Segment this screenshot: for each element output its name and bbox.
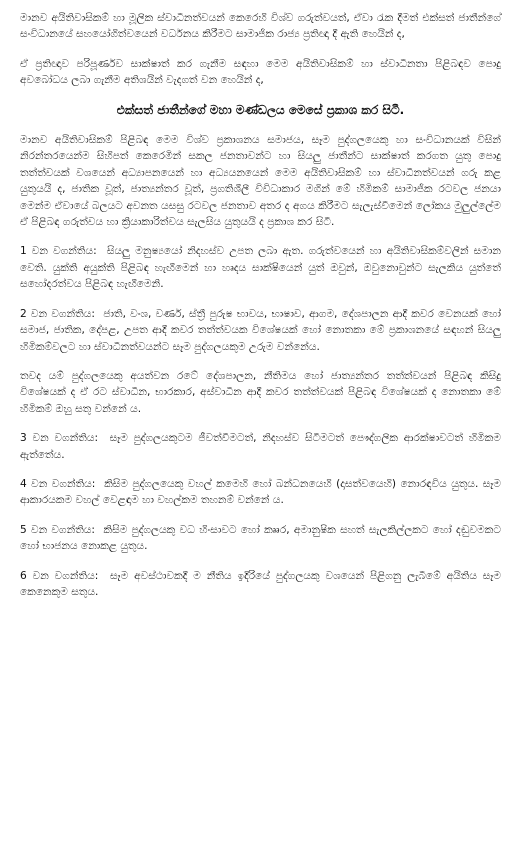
article-2-continued: [20, 368, 501, 417]
article-label: 3 වන වගන්තිය:: [20, 432, 99, 445]
proclamation-paragraph: මානව අයිතිවාසිකම් පිළිබඳ මෙම විශ්ව ප්‍රකාශනය සමාජය, සෑම පුද්ගලයෙකු හා සංවිධානයක් විසින් නිරන්තරයෙන්ම සිහිපත් කෙරෙමින් සකල ජනතාවන්ට හා සියලු ජාතීන්ට සාක්ෂාත් කරගත යුතු පොදු තත්ත්වයක් වශයෙන් අධ්‍යාපනයෙන් හා අධ්‍යයනයෙන් මෙම අයිතිවාසිකම් හා ස්වාධීනත්වයන් ගරු කළ යුතුයයි ද, ජාතික වූත්, ජාත්‍යන්තර වූත්, ප්‍රගතිශීලී විවිධාකාර මගින් මේ හිමිකම් සාමාජික රටවල ජනයා මෙන්ම ඒවායේ බලයට අවනත යසසු රටවල ජනතාව අතර ද අගය කිරීමට සැලැස්වීමෙන් ලෝකය මුලුල්ලේම ඒ පිළිබඳ ගරුත්වය හා ක්‍රියාකාරිත්වය සැලසිය යුතුයයි ද ප්‍රකාශ කර සිටී.: [20, 134, 501, 229]
intro-paragraph-1: මානව අයිතිවාසිකම් හා මූලික ස්වාධීනත්වයන් කෙරෙහි විශ්ව ගරුත්වයත්, ඒවා රැක දීමත් එක්සත් ජාතීන්ගේ සංවිධානයේ සහයෝගිත්වයෙන් වර්ධනය කිරීමට සාමාජික රාජ්‍ය ප්‍රතිඥා දී ඇති හෙයින් ද,: [20, 12, 501, 41]
article-text: ජාති, වංශ, වර්ණ, ස්ත්‍රී පුරුෂ භාවය, භාෂාව, ආගම, දේශපාලන ආදී කවර වෙනයක් හෝ සමාජ, ජාතික, දේපළ, උපත ආදී කවර තත්ත්වයක විශේෂයක් හෝ නොතකා මේ ප්‍රකාශනයේ සඳහන් සියලු හිමිකම්වලට හා ස්වාධීනත්වයන්ට සෑම පුද්ගලයකුම උරුම වන්නේය.: [20, 307, 501, 353]
article-3: [20, 430, 501, 463]
article-6: [20, 568, 501, 601]
article-label: 2 වන වගන්තිය:: [20, 307, 95, 320]
article-text: කිසිම පුද්ගලයකු වධ හිංසාවට හෝ කෲර, අමානුෂික සහත් සැලකිල්ලකට හෝ දඬුවමකට හෝ භාජනය නොකළ යුතුය.: [20, 523, 501, 553]
article-label: 5 වන වගන්තිය:: [20, 523, 95, 536]
intro-paragraph-2: ඒ ප්‍රතිඥාව පරිපූර්ණව සාක්ෂාත් කර ගැනීම සඳහා මෙම අයිතිවාසිකම් හා ස්වාධීනතා පිළිබඳව පොදු අවබෝධය ලබා ගැනීම අතිශයින් වැදගත් වන හෙයින් ද,: [20, 57, 501, 87]
article-4: [20, 476, 501, 509]
article-2: [20, 306, 501, 355]
section-heading: එක්සත් ජාතීන්ගේ මහා මණ්ඩලය මෙසේ ප්‍රකාශ කර සිටී.: [116, 102, 405, 117]
article-text: කිසිම පුද්ගලයෙකු වහල් කමෙහි හෝ බන්ධනයෙහි (දාසත්වයෙහි) නොරඳවිය යුතුය. සෑම ආකාරයකම වහල් වෙළඳාම හා වහල්කම තහනම් වන්නේ ය.: [20, 477, 501, 507]
article-text: සියලු මනුෂ්‍යයෝ නිදහස්ව උපත ලබා ඇත. ගරුත්වයෙන් හා අයිතිවාසිකම්වලින් සමාන වෙති. යුක්ති අයුක්ති පිළිබඳ හැඟීමෙන් හා හෘදය සාක්ෂියෙන් යුත් ඔවුන්, ඔවුනොවුන්ට සැලකිය යුත්තේ සහෝදරත්වය පිළිබඳ හැඟීමෙනි.: [20, 245, 501, 291]
article-label: 1 වන වගන්තිය:: [20, 245, 97, 258]
article-text: තවද යම් පුද්ගලයෙකු අයත්වන රටේ දේශපාලන, නීතිමය හෝ ජාත්‍යන්තර තත්ත්වයන් පිළිබඳ කිසිදු විශේෂයක් ද ඒ රට ස්වාධීන, භාරකාර, අස්වාධීන ආදී කවර තත්ත්වයක් පිළිබඳ විශේෂයක් ද නොතකා මේ හිමිකම් ඔහු සතු වන්නේ ය.: [20, 369, 501, 415]
article-1: [20, 243, 501, 292]
article-text: සෑම පුද්ගලයකුටම ජීවත්වීමටත්, නිදහස්ව සිටීමටත් පෞද්ගලික ආරක්ෂාවටත් හිමිකම ඇත්තේය.: [20, 432, 501, 461]
article-label: 6 වන වගන්තිය:: [20, 569, 99, 582]
article-5: [20, 522, 501, 555]
article-label: 4 වන වගන්තිය:: [20, 477, 96, 490]
article-text: සෑම අවස්ථාවකදී ම නීතිය ඉදිරියේ පුද්ගලයකු වශයෙන් පිළිගනු ලැබීමේ අයිතිය සෑම කෙනෙකුම සතුය.: [20, 569, 501, 598]
